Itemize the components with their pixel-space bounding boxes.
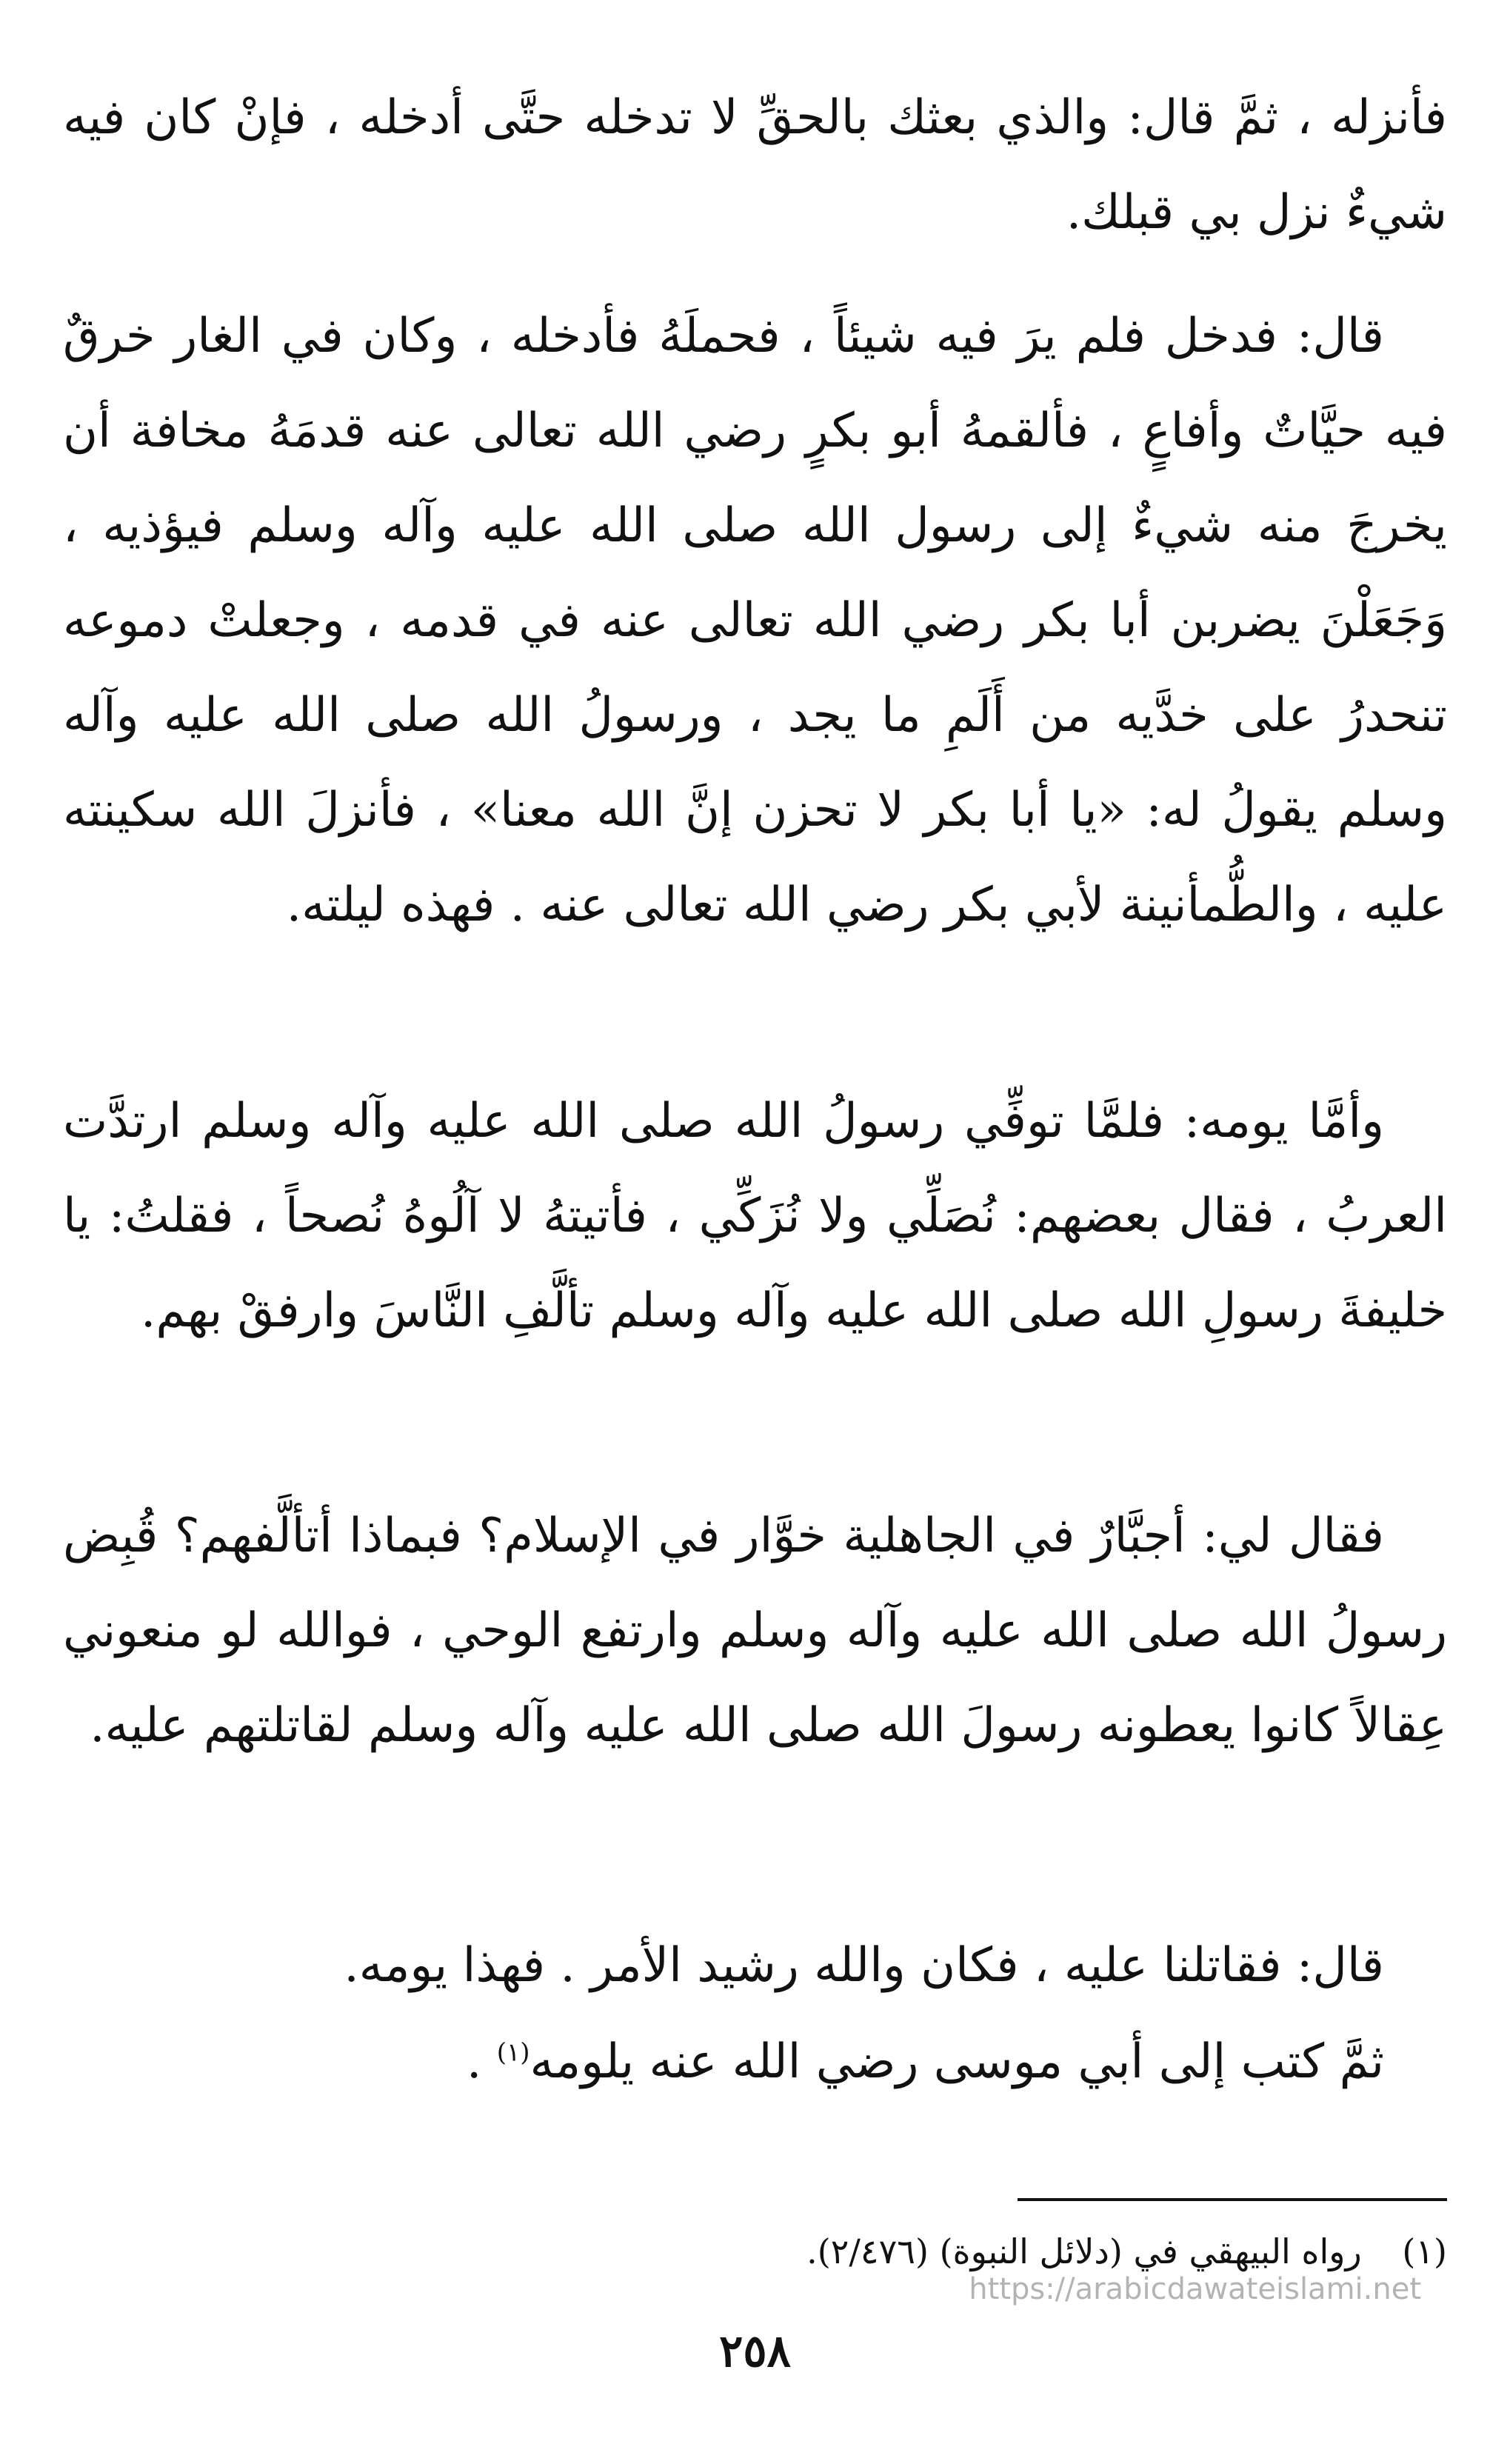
paragraph-5: قال: فقاتلنا عليه ، فكان والله رشيد الأمر . فهذا يومه. (344, 1938, 1384, 1993)
page-number: ٢٥٨ (719, 2326, 791, 2377)
paragraph-6-text: ثمَّ كتب إلى أبي موسى رضي الله عنه يلومه (529, 2034, 1384, 2089)
footnote-reference[interactable]: (١) (496, 2037, 530, 2068)
watermark-url: https://arabicdawateislami.net (969, 2272, 1421, 2306)
paragraph-3: وأمَّا يومه: فلمَّا توفِّي رسولُ الله صلى الله عليه وآله وسلم ارتدَّت العربُ ، فقال بعضهم: نُصَلِّي ولا نُزَكِّي ، فأتيتهُ لا آلُوهُ نُصحاً ، فقلتُ: يا خليفةَ رسولِ الله صلى الله عليه وآله وسلم تألَّفِ النَّاسَ وارفقْ بهم. (63, 1094, 1448, 1338)
footnote-number: (١) (1402, 2231, 1447, 2271)
paragraph-4: فقال لي: أجبَّارٌ في الجاهلية خوَّار في الإسلام؟ فبماذا أتألَّفهم؟ قُبِض رسولُ الله صلى الله عليه وآله وسلم وارتفع الوحي ، فوالله لو منعوني عِقالاً كانوا يعطونه رسولَ الله صلى الله عليه وآله وسلم لقاتلتهم عليه. (63, 1509, 1448, 1753)
paragraph-1: فأنزله ، ثمَّ قال: والذي بعثك بالحقِّ لا تدخله حتَّى أدخله ، فإنْ كان فيه شيءٌ نزل بي قبلك. (63, 90, 1447, 240)
paragraph-6-end: . (467, 2034, 497, 2089)
footnote-divider (1018, 2198, 1447, 2201)
footnote (63, 2226, 1447, 2277)
footnote-text: رواه البيهقي في (دلائل النبوة) (٢/٤٧٦). (806, 2231, 1362, 2271)
paragraph-6 (63, 2014, 1447, 2109)
paragraph-2: قال: فدخل فلم يرَ فيه شيئاً ، فحملَهُ فأدخله ، وكان في الغار خرقٌ فيه حيَّاتٌ وأفاعٍ ، فألقمهُ أبو بكرٍ رضي الله تعالى عنه قدمَهُ مخافة أن يخرجَ منه شيءٌ إلى رسول الله صلى الله عليه وآله وسلم فيؤذيه ، وَجَعَلْنَ يضربن أبا بكر رضي الله تعالى عنه في قدمه ، وجعلتْ دموعه تنحدرُ على خدَّيه من أَلَمِ ما يجد ، ورسولُ الله صلى الله عليه وآله وسلم يقولُ له: «يا أبا بكر لا تحزن إنَّ الله معنا» ، فأنزلَ الله سكينته عليه ، والطُّمأنينة لأبي بكر رضي الله تعالى عنه . فهذه ليلته. (63, 309, 1448, 932)
